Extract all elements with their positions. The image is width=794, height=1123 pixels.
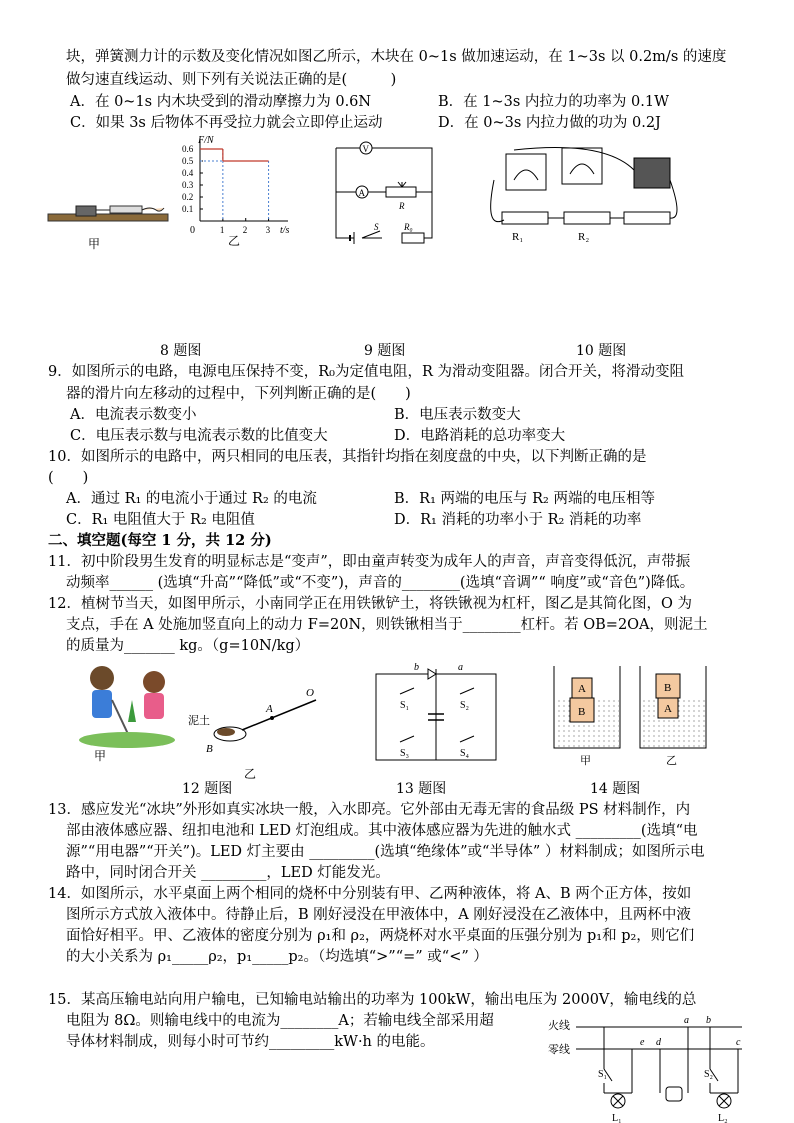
fig13-a: a: [458, 662, 463, 673]
socket: [666, 1087, 682, 1101]
fig8-xtick-label: 2: [242, 225, 248, 235]
shovel-handle: [242, 700, 316, 730]
q9-option-d: D．电路消耗的总功率变大: [394, 428, 566, 444]
fig15-l2: L₂: [718, 1113, 728, 1123]
switch-board: [624, 212, 670, 224]
fig12-lever: [188, 687, 328, 781]
q12-stem-line3: 的质量为_______ kg。（g=10N/kg）: [66, 638, 310, 654]
q14-stem-line2: 图所示方式放入液体中。待静止后，B 刚好浸没在甲液体中，A 刚好浸没在乙液体中，且两杯中液: [66, 907, 691, 923]
l1-branch: [604, 1027, 632, 1093]
q14-stem-line4: 的大小关系为 ρ₁_____ρ₂，p₁_____p₂。（均选填“>”“=” 或“<” ）: [66, 949, 488, 965]
q9-option-a: A．电流表示数变小: [70, 407, 197, 423]
fig15-c: c: [736, 1037, 741, 1048]
fig8-block: [76, 206, 96, 216]
q8-option-b: B．在 1~3s 内拉力的功率为 0.1W: [438, 94, 669, 110]
fig9-a: A: [358, 188, 365, 198]
fig15-e: e: [640, 1037, 645, 1048]
caption-fig9: 9 题图: [364, 343, 406, 359]
fig14-b-yi: B: [664, 682, 672, 694]
fig14-jia: 甲: [580, 755, 591, 767]
fig8-label-yi: 乙: [228, 234, 241, 248]
fig9-v: V: [362, 144, 369, 154]
q15-stem-line1: 15．某高压输电站向用户输电，已知输电站输出的功率为 100kW，输出电压为 2000V，输电线的总: [48, 992, 697, 1008]
q9-option-c: C．电压表示数与电流表示数的比值变大: [70, 428, 328, 444]
fig10-r2: R₂: [578, 231, 590, 243]
fig10-apparatus: [484, 140, 684, 250]
tree: [128, 700, 136, 722]
fig8-ytick-label: 0.1: [182, 204, 194, 214]
caption-fig10: 10 题图: [576, 343, 627, 359]
fig15-household-circuit: [548, 1013, 754, 1123]
fig8-spring-scale: [110, 206, 142, 213]
point-a: [270, 716, 274, 720]
fig13-circuit: [374, 664, 498, 770]
fig13-s1: S₁: [400, 700, 410, 711]
boy-head: [90, 666, 114, 690]
switch-symbol: [362, 231, 380, 238]
fig8-ylabel: F/N: [198, 135, 214, 146]
fig12-a: A: [266, 703, 273, 715]
fig9-wires: [336, 148, 432, 238]
voltmeter-2: [562, 148, 602, 184]
q15-stem-line3: 导体材料制成，则每小时可节约_________kW·h 的电能。: [66, 1034, 435, 1050]
q10-option-b: B．R₁ 两端的电压与 R₂ 两端的电压相等: [394, 491, 655, 507]
q13-stem-line1: 13．感应发光“冰块”外形如真实冰块一般，入水即亮。它外部由无毒无害的食品级 PS 材料制作，内: [48, 802, 691, 818]
fig15-l1: L₁: [612, 1113, 622, 1123]
fig12-yi: 乙: [244, 767, 257, 781]
caption-fig13: 13 题图: [396, 781, 447, 797]
resistor-r0-symbol: [402, 233, 424, 243]
q8-option-d: D．在 0~3s 内拉力做的功为 0.2J: [438, 115, 661, 131]
fig8-ytick-label: 0.6: [182, 144, 194, 154]
q15-stem-line2: 电阻为 8Ω。则输电线中的电流为________A；若输电线全部采用超: [66, 1013, 494, 1029]
soil-pile: [217, 728, 235, 736]
q10-stem-line1: 10．如图所示的电路中，两只相同的电压表，其指针均指在刻度盘的中央，以下判断正确的是: [48, 449, 647, 465]
fig9-s: S: [374, 222, 379, 232]
q9-stem-line1: 9．如图所示的电路，电源电压保持不变，R₀为定值电阻，R 为滑动变阻器。闭合开关，将滑动变阻: [48, 364, 684, 380]
fig14-a-jia: A: [578, 683, 586, 695]
q13-stem-line2: 部由液体感应器、纽扣电池和 LED 灯泡组成。其中液体感应器为先进的触水式 _________(选填“电: [66, 823, 698, 839]
caption-fig12: 12 题图: [182, 781, 233, 797]
q8-option-c: C．如果 3s 后物体不再受拉力就会立即停止运动: [70, 115, 383, 131]
fig8-xlabel: t/s: [280, 225, 290, 236]
shovel: [112, 700, 128, 734]
q9-stem-line2: 器的滑片向左移动的过程中，下列判断正确的是( ): [66, 386, 411, 402]
ground: [79, 732, 175, 748]
q12-stem-line2: 支点，手在 A 处施加竖直向上的动力 F=20N，则铁锹相当于________杠杆。若 OB=2OA，则泥土: [66, 617, 708, 633]
fig8-label-jia: 甲: [88, 237, 101, 251]
fig12-illustration: [72, 660, 182, 763]
fig9-r0: R₀: [404, 222, 413, 232]
l2-branch: [710, 1027, 738, 1093]
fig13-s4: S₄: [460, 748, 470, 759]
fig8-ytick-label: 0.4: [182, 168, 194, 178]
fig9-circuit: [336, 142, 436, 242]
fig12-o: O: [306, 687, 314, 699]
fig14-beakers: [552, 664, 712, 768]
fig12-jia: 甲: [94, 749, 107, 763]
q14-stem-line1: 14．如图所示，水平桌面上两个相同的烧杯中分别装有甲、乙两种液体，将 A、B 两个正方体，按如: [48, 886, 692, 902]
fig13-b: b: [414, 662, 419, 673]
q10-option-a: A．通过 R₁ 的电流小于通过 R₂ 的电流: [66, 491, 317, 507]
fig8-ytick-label: 0.2: [182, 192, 194, 202]
fig15-s2: S₂: [704, 1069, 714, 1080]
fig12-soil: 泥土: [188, 715, 210, 727]
voltmeter-1: [506, 154, 546, 190]
fig15-zero: 零线: [548, 1044, 570, 1056]
caption-fig8: 8 题图: [160, 343, 202, 359]
q12-stem-line1: 12．植树节当天，如图甲所示，小南同学正在用铁锹铲土，将铁锹视为杠杆，图乙是其简化图，O 为: [48, 596, 692, 612]
battery-pack: [634, 158, 670, 188]
boy-body: [92, 690, 112, 718]
q14-stem-line3: 面恰好相平。甲、乙液体的密度分别为 ρ₁和 ρ₂，两烧杯对水平桌面的压强分别为 p₁和 p₂，则它们: [66, 928, 695, 944]
resistor-r2-board: [564, 212, 610, 224]
fig8-xtick-label: 1: [219, 225, 225, 235]
fig8-hand: [142, 208, 164, 211]
fig13-s2: S₂: [460, 700, 470, 711]
rheostat-symbol: [386, 187, 416, 197]
fig14-yi: 乙: [666, 755, 677, 767]
fig15-d: d: [656, 1037, 661, 1048]
q11-stem-line1: 11．初中阶段男生发育的明显标志是“变声”，即由童声转变为成年人的声音，声音变得低沉，声带振: [48, 554, 691, 570]
fig9-r: R: [399, 201, 405, 211]
fig8-xtick-label: 3: [265, 225, 271, 235]
fig8-apparatus: [48, 196, 178, 256]
fig15-a: a: [684, 1015, 689, 1026]
q13-stem-line3: 源”“用电器”“开关”)。LED 灯主要由 _________(选填“绝缘体”或“半导体” ）材料制成；如图所示电: [66, 844, 705, 860]
fig15-s1: S₁: [598, 1069, 608, 1080]
fig13-s3: S₃: [400, 748, 410, 759]
fig13-switches: [400, 688, 474, 742]
section-2-heading: 二、填空题(每空 1 分，共 12 分): [48, 532, 272, 549]
q8-stem-line1: 块，弹簧测力计的示数及变化情况如图乙所示，木块在 0~1s 做加速运动，在 1~3s 以 0.2m/s 的速度: [66, 49, 727, 65]
q10-option-d: D．R₁ 消耗的功率小于 R₂ 消耗的功率: [394, 512, 642, 528]
led-symbol: [428, 669, 436, 679]
caption-fig14: 14 题图: [590, 781, 641, 797]
q11-stem-line2: 动频率______ (选填“升高”“降低”或“不变”)，声音的________(选填“音调”“ 响度”或“音色”)降低。: [66, 575, 695, 591]
fig15-fire: 火线: [548, 1020, 570, 1032]
fig15-switches: [604, 1069, 718, 1081]
fig8-chart: [178, 135, 298, 248]
fig8-origin: 0: [190, 225, 195, 236]
q10-option-c: C．R₁ 电阻值大于 R₂ 电阻值: [66, 512, 255, 528]
girl-body: [144, 693, 164, 719]
fig8-ytick-label: 0.3: [182, 180, 194, 190]
fig14-a-yi: A: [664, 703, 672, 715]
girl-head: [143, 671, 165, 693]
socket-branch: [660, 1027, 688, 1093]
resistor-r1-board: [502, 212, 548, 224]
q13-stem-line4: 路中，同时闭合开关 _________，LED 灯能发光。: [66, 865, 390, 881]
q8-stem-line2: 做匀速直线运动、则下列有关说法正确的是( ): [66, 72, 397, 88]
fig12-b: B: [206, 743, 213, 755]
fig8-board: [48, 214, 168, 221]
fig15-b: b: [706, 1015, 711, 1026]
fig10-r1: R₁: [512, 231, 524, 243]
fig14-b-jia: B: [578, 706, 586, 718]
q9-option-b: B．电压表示数变大: [394, 407, 521, 423]
q8-option-a: A．在 0~1s 内木块受到的滑动摩擦力为 0.6N: [70, 94, 372, 110]
q10-stem-line2: ( ): [48, 470, 89, 486]
fig8-ytick-label: 0.5: [182, 156, 194, 166]
